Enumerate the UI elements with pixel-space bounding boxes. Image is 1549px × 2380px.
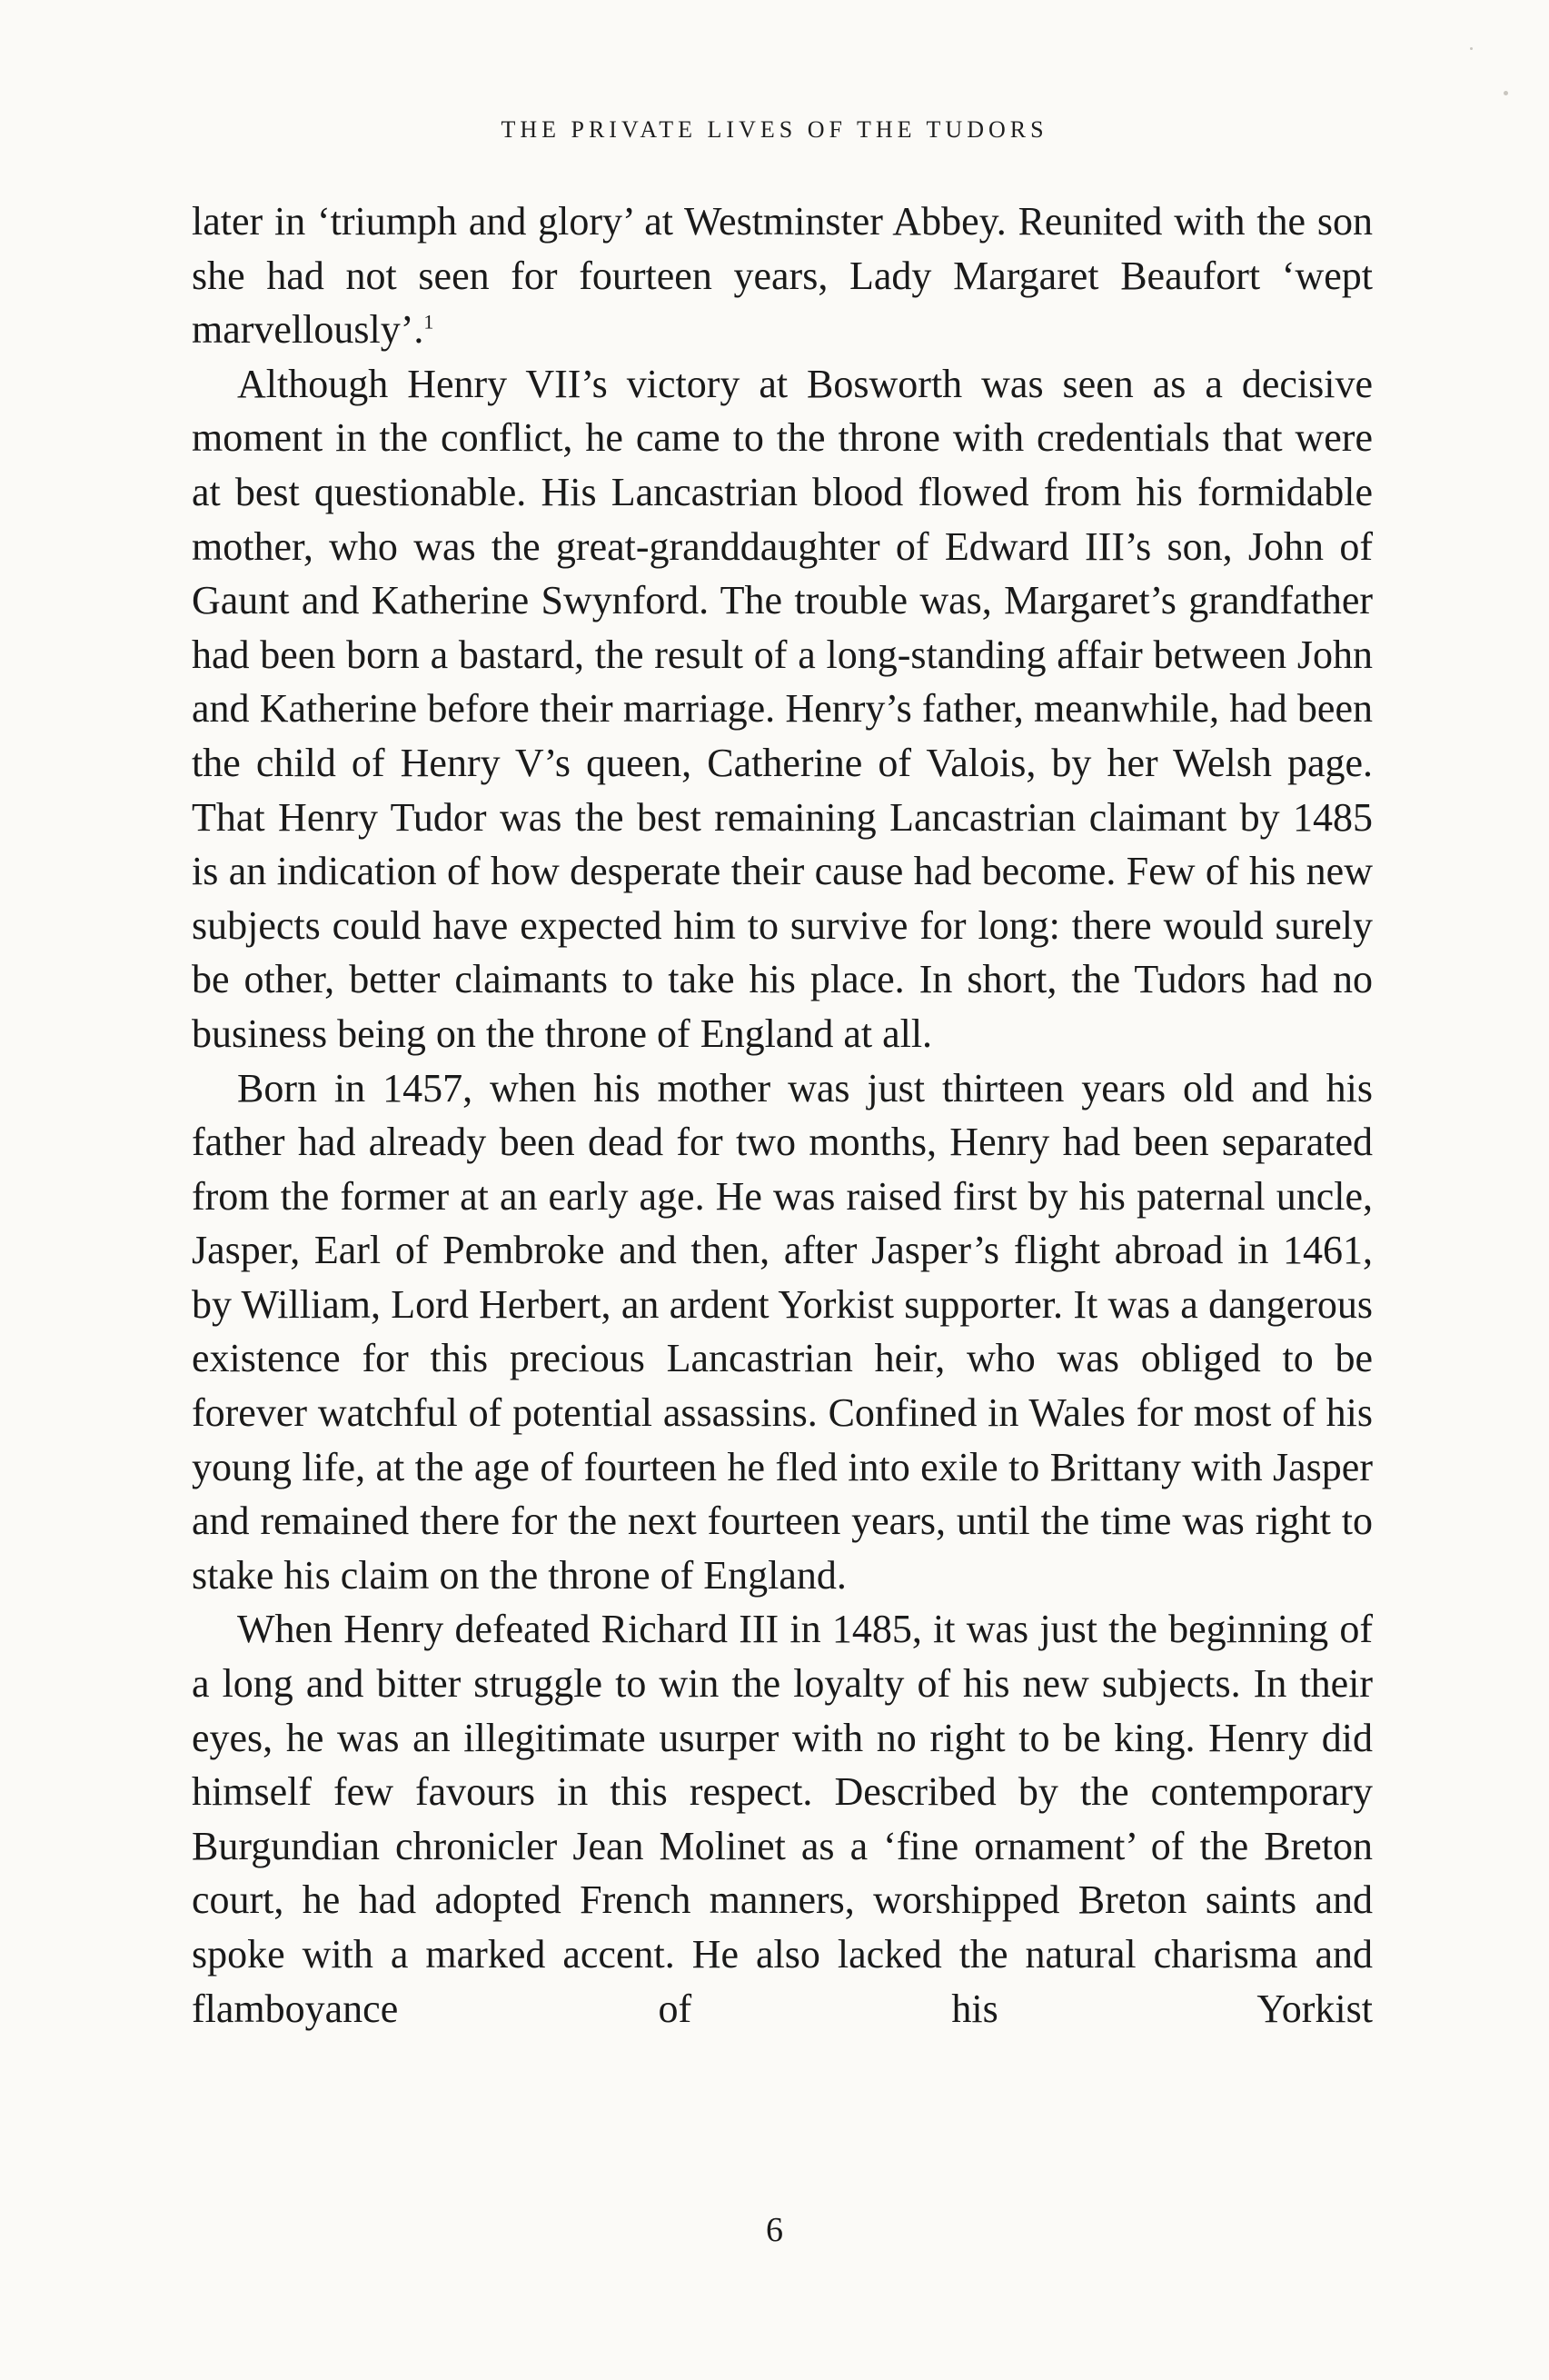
body-text [192, 194, 1373, 2036]
paragraph-1-text: later in ‘triumph and glory’ at Westminster Abbey. Reunited with the son she had not seen for fourteen years, Lady Margaret Beaufort ‘wept marvellously’. [192, 199, 1373, 353]
footnote-reference: 1 [423, 310, 434, 334]
paragraph-3: Born in 1457, when his mother was just thirteen years old and his father had already been dead for two months, Henry had been separated from the former at an early age. He was raised first by his paternal uncle, Jasper, Earl of Pembroke and then, after Jasper’s flight abroad in 1461, by William, Lord Herbert, an ardent Yorkist supporter. It was a dangerous existence for this precious Lancastrian heir, who was obliged to be forever watchful of potential assassins. Confined in Wales for most of his young life, at the age of fourteen he fled into exile to Brittany with Jasper and remained there for the next fourteen years, until the time was right to stake his claim on the throne of England. [192, 1065, 1373, 1598]
paragraph-4: When Henry defeated Richard III in 1485, it was just the beginning of a long and bitter struggle to win the loyalty of his new subjects. In their eyes, he was an illegitimate usurper with no right to be king. Henry did himself few favours in this respect. Described by the contemporary Burgundian chronicler Jean Molinet as a ‘fine ornament’ of the Breton court, he had adopted French manners, worshipped Breton saints and spoke with a marked accent. He also lacked the natural charisma and flamboyance of his Yorkist [192, 1607, 1373, 2031]
paragraph-2: Although Henry VII’s victory at Bosworth was seen as a decisive moment in the conflict, he came to the throne with credentials that were at best questionable. His Lancastrian blood flowed from his formidable mother, who was the great-granddaughter of Edward III’s son, John of Gaunt and Katherine Swynford. The trouble was, Margaret’s grandfather had been born a bastard, the result of a long-standing affair between John and Katherine before their marriage. Henry’s father, meanwhile, had been the child of Henry V’s queen, Catherine of Valois, by her Welsh page. That Henry Tudor was the best remaining Lancastrian claimant by 1485 is an indication of how desperate their cause had become. Few of his new subjects could have expected him to survive for long: there would surely be other, better claimants to take his place. In short, the Tudors had no business being on the throne of England at all. [192, 361, 1373, 1056]
paper-speck [1470, 47, 1473, 50]
page-number: 6 [766, 2211, 783, 2249]
running-head: THE PRIVATE LIVES OF THE TUDORS [501, 116, 1048, 143]
paragraph-1 [192, 194, 1373, 357]
paper-speck [1504, 91, 1508, 95]
